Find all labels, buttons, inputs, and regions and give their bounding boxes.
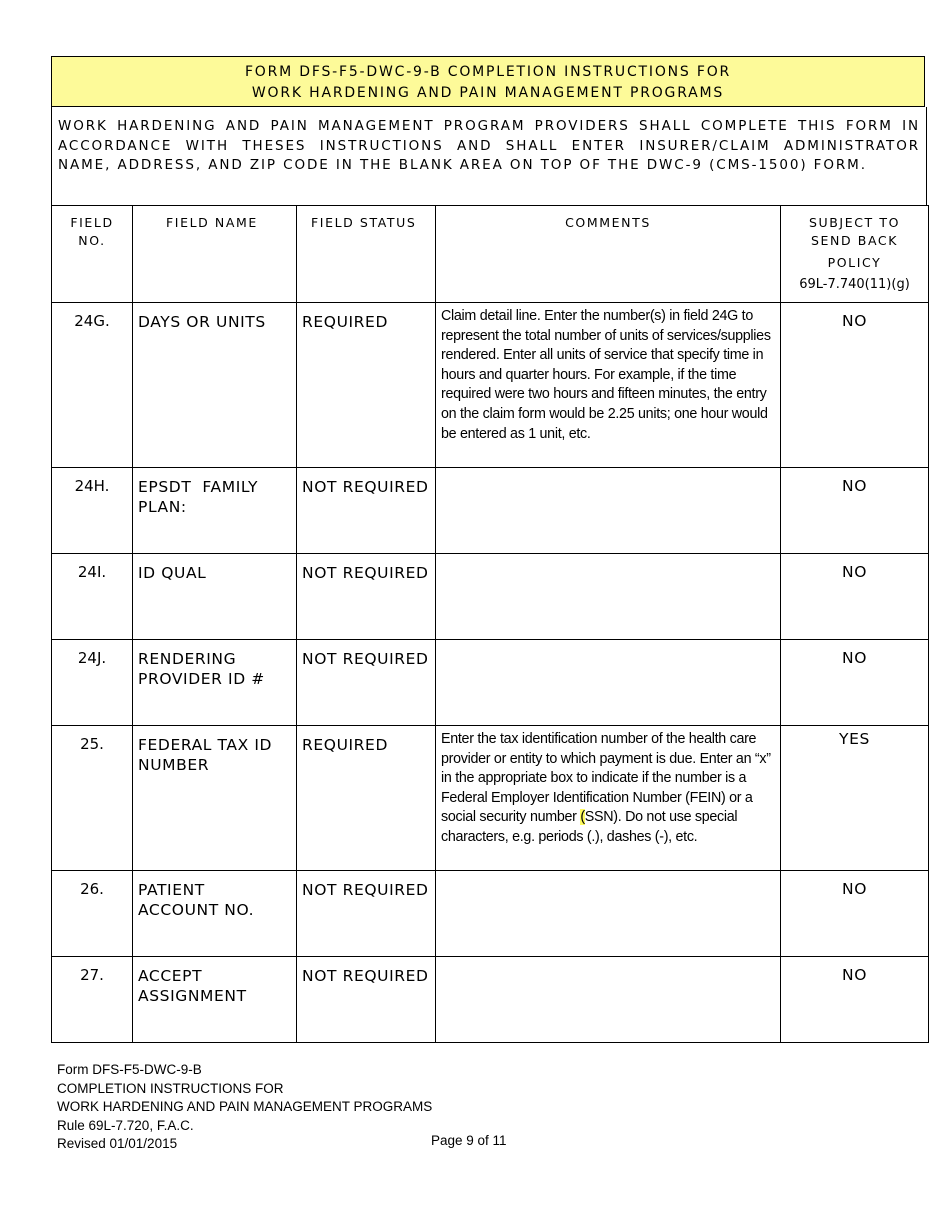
field-status-cell: NOT REQUIRED	[297, 468, 436, 554]
send-back-cell: NO	[781, 871, 929, 957]
field-name-cell: ACCEPT ASSIGNMENT	[133, 957, 297, 1043]
table-row	[52, 871, 929, 957]
field-no-cell: 24I.	[52, 554, 133, 640]
field-status-cell: NOT REQUIRED	[297, 640, 436, 726]
comment-cell: Claim detail line. Enter the number(s) in field 24G to represent the total number of units of services/supplies rendered. Enter all units of service that specify time in hours and quarter hours. For example, if the time required were two hours and fifteen minutes, the entry on the claim form would be 2.25 units; one hour would be entered as 1 unit, etc.	[436, 303, 781, 468]
field-no-cell: 24J.	[52, 640, 133, 726]
send-back-cell: NO	[781, 957, 929, 1043]
comment-cell	[436, 468, 781, 554]
footer-rule: Rule 69L-7.720, F.A.C.	[57, 1117, 194, 1133]
table-row	[52, 726, 929, 871]
field-status-cell: NOT REQUIRED	[297, 554, 436, 640]
footer-form-id: Form DFS-F5-DWC-9-B	[57, 1062, 202, 1077]
form-title-line-1: FORM DFS-F5-DWC-9-B COMPLETION INSTRUCTIONS FOR	[244, 64, 732, 80]
field-name-cell: RENDERING PROVIDER ID #	[133, 640, 297, 726]
comment-cell	[436, 640, 781, 726]
table-row	[52, 303, 929, 468]
footer-title-2: WORK HARDENING AND PAIN MANAGEMENT PROGRAMS	[57, 1099, 433, 1114]
field-no-cell: 24H.	[52, 468, 133, 554]
table-row	[52, 640, 929, 726]
field-status-cell: REQUIRED	[297, 726, 436, 871]
header-field-name: FIELD NAME	[133, 206, 297, 303]
table-row	[52, 957, 929, 1043]
form-title-line-2: WORK HARDENING AND PAIN MANAGEMENT PROGRAMS	[251, 85, 725, 101]
header-send-back-policy: SUBJECT TO SEND BACK POLICY 69L-7.740(11)(g)	[781, 206, 929, 303]
field-status-cell: REQUIRED	[297, 303, 436, 468]
highlight-mark: (	[580, 809, 585, 826]
send-back-cell: YES	[781, 726, 929, 871]
table-row	[52, 468, 929, 554]
instructions-table	[51, 205, 929, 1043]
header-comments: COMMENTS	[436, 206, 781, 303]
footer-revised: Revised 01/01/2015	[57, 1136, 178, 1151]
field-name-cell: EPSDT FAMILY PLAN:	[133, 468, 297, 554]
field-name-cell: DAYS OR UNITS	[133, 303, 297, 468]
comment-cell	[436, 957, 781, 1043]
field-no-cell: 26.	[52, 871, 133, 957]
header-field-status: FIELD STATUS	[297, 206, 436, 303]
intro-instructions: WORK HARDENING AND PAIN MANAGEMENT PROGRAM PROVIDERS SHALL COMPLETE THIS FORM IN ACCORDANCE WITH THESES INSTRUCTIONS AND SHALL ENTER INSURER/CLAIM ADMINISTRATOR NAME, ADDRESS, AND ZIP CODE IN THE BLANK AREA ON TOP OF THE DWC-9 (CMS-1500) FORM.	[51, 107, 927, 206]
field-no-cell: 27.	[52, 957, 133, 1043]
field-status-cell: NOT REQUIRED	[297, 871, 436, 957]
field-name-cell: ID QUAL	[133, 554, 297, 640]
table-row	[52, 554, 929, 640]
send-back-cell: NO	[781, 303, 929, 468]
table-header-row	[52, 206, 929, 303]
send-back-cell: NO	[781, 640, 929, 726]
field-name-cell: PATIENT ACCOUNT NO.	[133, 871, 297, 957]
form-title-banner	[51, 56, 925, 107]
header-field-no: FIELD NO.	[52, 206, 133, 303]
send-back-cell: NO	[781, 468, 929, 554]
send-back-cell: NO	[781, 554, 929, 640]
page-number: Page 9 of 11	[431, 1133, 507, 1148]
footer-title-1: COMPLETION INSTRUCTIONS FOR	[57, 1080, 284, 1096]
comment-cell: Enter the tax identification number of the health care provider or entity to which payment is due. Enter an “x” in the appropriate box to indicate if the number is a Federal Employer Identification Number (FEIN) or a social security number (SSN). Do not use special characters, e.g. periods (.), dashes (-), etc.	[436, 726, 781, 871]
comment-cell	[436, 871, 781, 957]
field-status-cell: NOT REQUIRED	[297, 957, 436, 1043]
field-name-cell: FEDERAL TAX ID NUMBER	[133, 726, 297, 871]
page-footer	[57, 1061, 432, 1154]
comment-cell	[436, 554, 781, 640]
field-no-cell: 24G.	[52, 303, 133, 468]
field-no-cell: 25.	[52, 726, 133, 871]
